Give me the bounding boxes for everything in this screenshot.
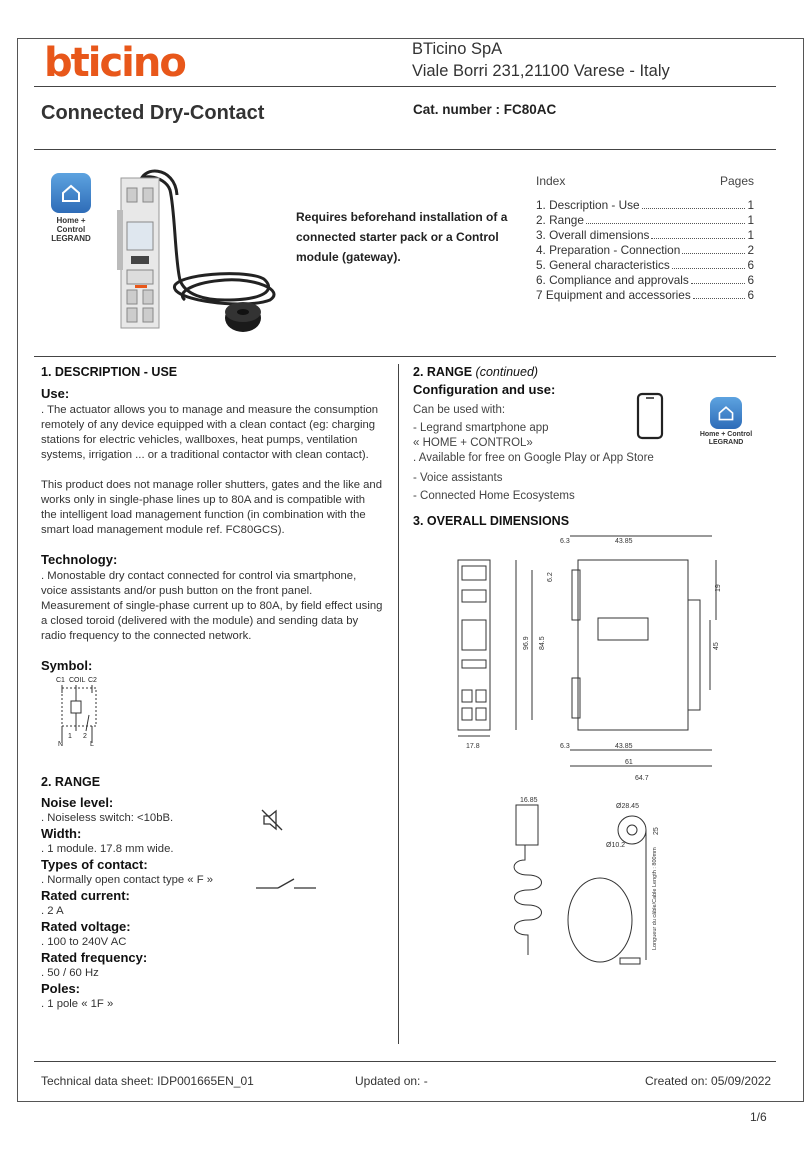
config-title: Configuration and use: xyxy=(413,382,556,397)
svg-text:64.7: 64.7 xyxy=(635,775,649,782)
index-item[interactable]: 1. Description - Use 1 xyxy=(536,198,754,212)
symbol-label-2: 2 xyxy=(83,733,87,740)
bticino-logo: bticino xyxy=(44,40,185,86)
symbol-label-c2: C2 xyxy=(88,677,97,684)
svg-text:43.85: 43.85 xyxy=(615,538,633,545)
svg-text:6.3: 6.3 xyxy=(560,538,570,545)
svg-text:6.2: 6.2 xyxy=(547,572,554,582)
home-control-app-badge-right xyxy=(698,397,754,447)
page-title: Connected Dry-Contact xyxy=(41,102,265,124)
range-continued-suffix: (continued) xyxy=(475,365,539,379)
can-be-used-text: Can be used with: xyxy=(413,404,506,416)
symbol-label-c1: C1 xyxy=(56,677,65,684)
range-continued-title xyxy=(413,365,538,379)
range-value: . 100 to 240V AC xyxy=(41,936,127,948)
svg-text:25: 25 xyxy=(653,827,660,835)
datasheet-id: Technical data sheet: IDP001665EN_01 xyxy=(41,1074,254,1088)
config-line: - Legrand smartphone app xyxy=(413,422,549,434)
index-item[interactable]: 5. General characteristics 6 xyxy=(536,258,754,272)
symbol-title: Symbol: xyxy=(41,658,93,673)
range-value: . 2 A xyxy=(41,905,64,917)
description-section-title: 1. DESCRIPTION - USE xyxy=(41,365,178,379)
config-line: - Connected Home Ecosystems xyxy=(413,490,575,502)
range-value: . 50 / 60 Hz xyxy=(41,967,99,979)
use-title: Use: xyxy=(41,386,70,401)
page-number: 1/6 xyxy=(750,1110,767,1124)
range-value: . 1 pole « 1F » xyxy=(41,998,114,1010)
home-control-app-badge xyxy=(46,173,96,243)
company-address: Viale Borri 231,21100 Varese - Italy xyxy=(412,62,670,80)
symbol-label-n: N xyxy=(58,741,64,748)
requirement-note: Requires beforehand installation of a connected starter pack or a Control module (gateway). xyxy=(296,210,508,264)
range-label: Rated frequency: xyxy=(41,950,148,965)
title-divider xyxy=(34,149,776,150)
symbol-label-coil: COIL xyxy=(69,677,86,684)
column-divider xyxy=(398,364,399,1044)
range-label: Rated voltage: xyxy=(41,919,131,934)
product-image xyxy=(105,160,285,335)
symbol-label-l: L xyxy=(90,741,94,748)
updated-date: Updated on: - xyxy=(355,1074,428,1088)
relay-symbol xyxy=(56,677,106,749)
header-divider xyxy=(34,86,776,87)
index-item[interactable]: 2. Range 1 xyxy=(536,213,754,227)
range-section-title: 2. RANGE xyxy=(41,775,101,789)
config-line: . Available for free on Google Play or App Store xyxy=(413,452,654,464)
index-heading: Index xyxy=(536,174,566,188)
svg-text:84.5: 84.5 xyxy=(539,636,546,650)
home-control-icon xyxy=(710,397,742,429)
footer-divider xyxy=(34,1061,776,1062)
smartphone-icon xyxy=(636,392,664,440)
range-list xyxy=(41,795,381,1012)
created-date: Created on: 05/09/2022 xyxy=(645,1074,772,1088)
svg-text:6.3: 6.3 xyxy=(560,743,570,750)
index-item[interactable]: 6. Compliance and approvals 6 xyxy=(536,273,754,287)
svg-text:43.85: 43.85 xyxy=(615,743,633,750)
dimensions-section-title: 3. OVERALL DIMENSIONS xyxy=(413,514,570,528)
toroid-width-label: 16.85 xyxy=(520,797,538,804)
svg-text:Longueur du câble/Cable Length: Longueur du câble/Cable Length : 800mm xyxy=(652,847,658,950)
range-label: Width: xyxy=(41,826,82,841)
svg-text:19: 19 xyxy=(715,584,722,592)
config-line: - Voice assistants xyxy=(413,472,503,484)
index-list xyxy=(536,198,754,303)
svg-text:45: 45 xyxy=(713,642,720,650)
config-line: « HOME + CONTROL» xyxy=(413,437,533,449)
symbol-label-1: 1 xyxy=(68,733,72,740)
range-label: Noise level: xyxy=(41,795,114,810)
noiseless-icon xyxy=(260,808,286,832)
app-label-2: LEGRAND xyxy=(708,439,744,446)
svg-text:61: 61 xyxy=(625,759,633,766)
index-item[interactable]: 7 Equipment and accessories 6 xyxy=(536,288,754,302)
technology-title: Technology: xyxy=(41,552,118,567)
svg-text:Ø28.45: Ø28.45 xyxy=(616,803,639,810)
technology-text: . Monostable dry contact connected for control via smartphone, voice assistants and/or push button on the front panel. Measurement of single-phase current up to 80A, by field effect using a closed toroid (delivered with the module) and sending data by radio frequency to the connected network. xyxy=(41,570,383,642)
range-label: Types of contact: xyxy=(41,857,148,872)
index-item[interactable]: 4. Preparation - Connection 2 xyxy=(536,243,754,257)
range-continued-title-text: 2. RANGE xyxy=(413,365,473,379)
company-info xyxy=(412,38,670,82)
app-label-1: Home + Control xyxy=(699,431,753,438)
company-name: BTicino SpA xyxy=(412,40,503,58)
app-label-1: Home + Control xyxy=(56,216,86,234)
use-text: . The actuator allows you to manage and measure the consumption remotely of any device equipped with a clean contact (eg: charging stations for electric vehicles, wallboxes, heat pumps, ventilation systems, irrigation ... or a traditional contactor with clean contact). xyxy=(41,404,379,461)
index-pages-heading: Pages xyxy=(719,174,754,188)
svg-text:96.9: 96.9 xyxy=(523,636,530,650)
index-table xyxy=(536,174,754,196)
dimensions-drawing xyxy=(420,530,776,980)
app-label-2: LEGRAND xyxy=(51,234,91,243)
intro-divider xyxy=(34,356,776,357)
svg-text:Ø10.2: Ø10.2 xyxy=(606,842,626,849)
home-control-icon xyxy=(51,173,91,213)
range-value: . Normally open contact type « F » xyxy=(41,874,214,886)
catalog-number: Cat. number : FC80AC xyxy=(413,102,557,117)
range-label: Rated current: xyxy=(41,888,130,903)
normally-open-contact-icon xyxy=(256,876,316,890)
svg-text:17.8: 17.8 xyxy=(466,743,480,750)
range-value: . Noiseless switch: <10bB. xyxy=(41,812,174,824)
range-value: . 1 module. 17.8 mm wide. xyxy=(41,843,174,855)
use-text-2: This product does not manage roller shutters, gates and the like and works only in single-phase lines up to 80A and is compatible with the intelligent load management function (in combination with the smart load management module ref. FC80GCS). xyxy=(41,479,382,536)
index-item[interactable]: 3. Overall dimensions 1 xyxy=(536,228,754,242)
range-label: Poles: xyxy=(41,981,81,996)
